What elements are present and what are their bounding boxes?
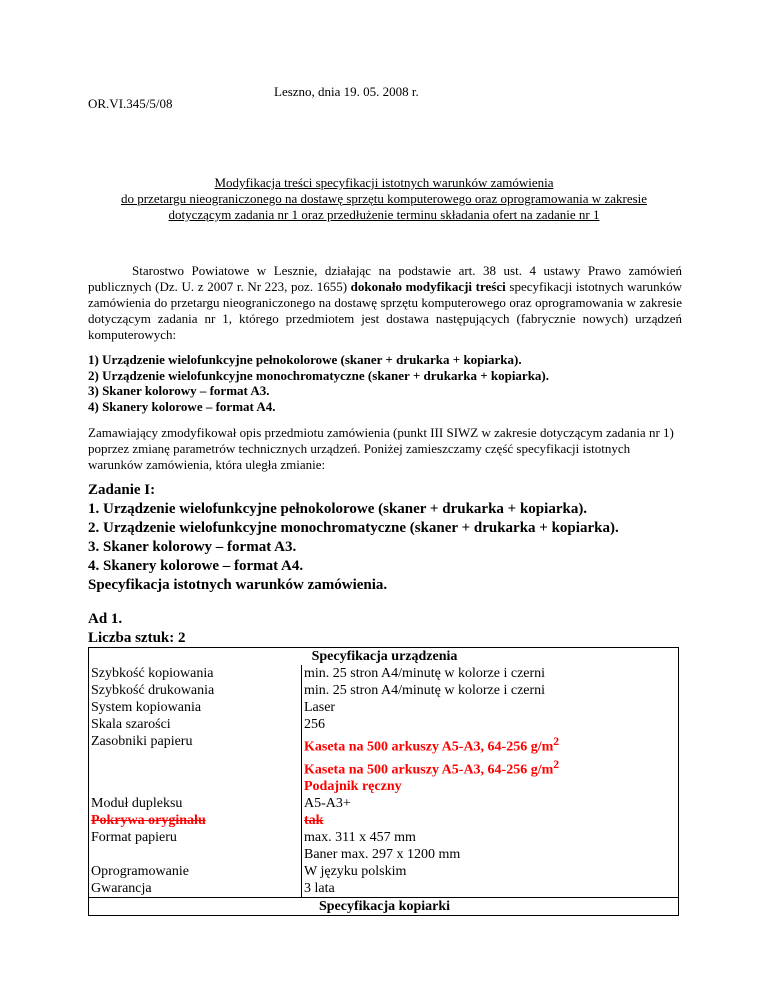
intro-emphasis: dokonało modyfikacji treści xyxy=(350,279,506,294)
table-row xyxy=(89,699,679,716)
tray-sup: 2 xyxy=(553,757,560,771)
spec-label: Oprogramowanie xyxy=(89,863,302,880)
table-row xyxy=(89,795,679,812)
spec-label: Skala szarości xyxy=(89,716,302,733)
document-reference: OR.VI.345/5/08 xyxy=(88,96,173,111)
title-line: Modyfikacja treści specyfikacji istotnych warunków zamówienia xyxy=(214,175,554,190)
zadanie-line: 1. Urządzenie wielofunkcyjne pełnokolorowe (skaner + drukarka + kopiarka). xyxy=(88,501,588,517)
list-item: 1) Urządzenie wielofunkcyjne pełnokolorowe (skaner + drukarka + kopiarka). xyxy=(88,352,522,367)
table-row xyxy=(89,665,679,682)
device-list xyxy=(88,352,549,414)
zadanie-heading: Zadanie I: xyxy=(88,482,156,498)
zadanie-line: 2. Urządzenie wielofunkcyjne monochromatyczne (skaner + drukarka + kopiarka). xyxy=(88,520,619,536)
intro-text: Starostwo Powiatowe w Lesznie, działając na podstawie art. 38 ust. 4 ustawy Prawo zamówień publicznych (Dz. U. z 2007 r. Nr 223, poz. 1655) xyxy=(88,263,682,294)
ad1-count: Liczba sztuk: 2 xyxy=(88,630,186,646)
modification-note: Zamawiający zmodyfikował opis przedmiotu zamówienia (punkt III SIWZ w zakresie dotyczącym zadania nr 1) poprzez zmianę parametrów technicznych urządzeń. Poniżej zamieszczamy część specyfikacji istotnych warunków zamówienia, która uległa zmianie: xyxy=(88,425,674,472)
spec-label: System kopiowania xyxy=(89,699,302,716)
tray-sup: 2 xyxy=(553,735,560,748)
tray-value: Kaseta na 500 arkuszy A5-A3, 64-256 g/m xyxy=(304,762,554,778)
table-row xyxy=(89,733,679,795)
title-line: dotyczącym zadania nr 1 oraz przedłużenie terminu składania ofert na zadanie nr 1 xyxy=(168,207,600,222)
spec-value: Laser xyxy=(302,699,679,716)
tray-value: Kaseta na 500 arkuszy A5-A3, 64-256 g/m xyxy=(304,739,554,755)
intro-text: specyfikacji istotnych warunków zamówienia do przetargu nieograniczonego na dostawę sprzętu komputerowego oraz oprogramowania w zakresie dotyczącym zadania nr 1, którego przedmiotem jest dostawa następujących (fabrycznie nowych) urządzeń komputerowych: xyxy=(88,279,683,342)
spec-value-removed: tak xyxy=(302,812,679,829)
zadanie-section xyxy=(88,481,619,595)
table-row xyxy=(89,812,679,829)
spec-value: A5-A3+ xyxy=(302,795,679,812)
spec-value: 3 lata xyxy=(302,880,679,898)
zadanie-line: 3. Skaner kolorowy – format A3. xyxy=(88,539,297,555)
spec-value: min. 25 stron A4/minutę w kolorze i czerni xyxy=(302,682,679,699)
spec-label: Gwarancja xyxy=(89,880,302,898)
document-date: Leszno, dnia 19. 05. 2008 r. xyxy=(274,84,419,99)
spec-label: Moduł dupleksu xyxy=(89,795,302,812)
spec-value-modified xyxy=(302,733,679,795)
zadanie-line: 4. Skanery kolorowe – format A4. xyxy=(88,558,304,574)
paper-value: max. 311 x 457 mm xyxy=(304,830,416,846)
spec-table xyxy=(88,647,679,916)
table-row xyxy=(89,880,679,898)
table-row xyxy=(89,863,679,880)
table-row xyxy=(89,682,679,699)
table-row xyxy=(89,829,679,863)
spec-label-removed: Pokrywa oryginału xyxy=(89,812,302,829)
intro-paragraph xyxy=(88,263,682,343)
spec-footer: Specyfikacja kopiarki xyxy=(89,898,679,916)
list-item: 4) Skanery kolorowe – format A4. xyxy=(88,398,276,414)
tray-value: Podajnik ręczny xyxy=(304,779,402,795)
list-item: 3) Skaner kolorowy – format A3. xyxy=(88,383,270,398)
spec-value: min. 25 stron A4/minutę w kolorze i czerni xyxy=(302,665,679,682)
ad1-section xyxy=(88,610,186,648)
ad1-heading: Ad 1. xyxy=(88,611,123,627)
spec-label: Zasobniki papieru xyxy=(89,733,302,795)
spec-value xyxy=(302,829,679,863)
spec-value: W języku polskim xyxy=(302,863,679,880)
spec-label: Szybkość kopiowania xyxy=(89,665,302,682)
table-header-row xyxy=(89,648,679,666)
document-title xyxy=(60,175,708,223)
spec-label: Szybkość drukowania xyxy=(89,682,302,699)
list-item: 2) Urządzenie wielofunkcyjne monochromatyczne (skaner + drukarka + kopiarka). xyxy=(88,367,550,383)
table-row xyxy=(89,716,679,733)
spec-value: 256 xyxy=(302,716,679,733)
table-footer-row xyxy=(89,898,679,916)
paper-value: Baner max. 297 x 1200 mm xyxy=(304,847,461,863)
zadanie-line: Specyfikacja istotnych warunków zamówienia. xyxy=(88,577,388,593)
spec-label: Format papieru xyxy=(89,829,302,863)
title-line: do przetargu nieograniczonego na dostawę sprzętu komputerowego oraz oprogramowania w zakresie xyxy=(120,191,648,206)
spec-header: Specyfikacja urządzenia xyxy=(89,648,679,666)
